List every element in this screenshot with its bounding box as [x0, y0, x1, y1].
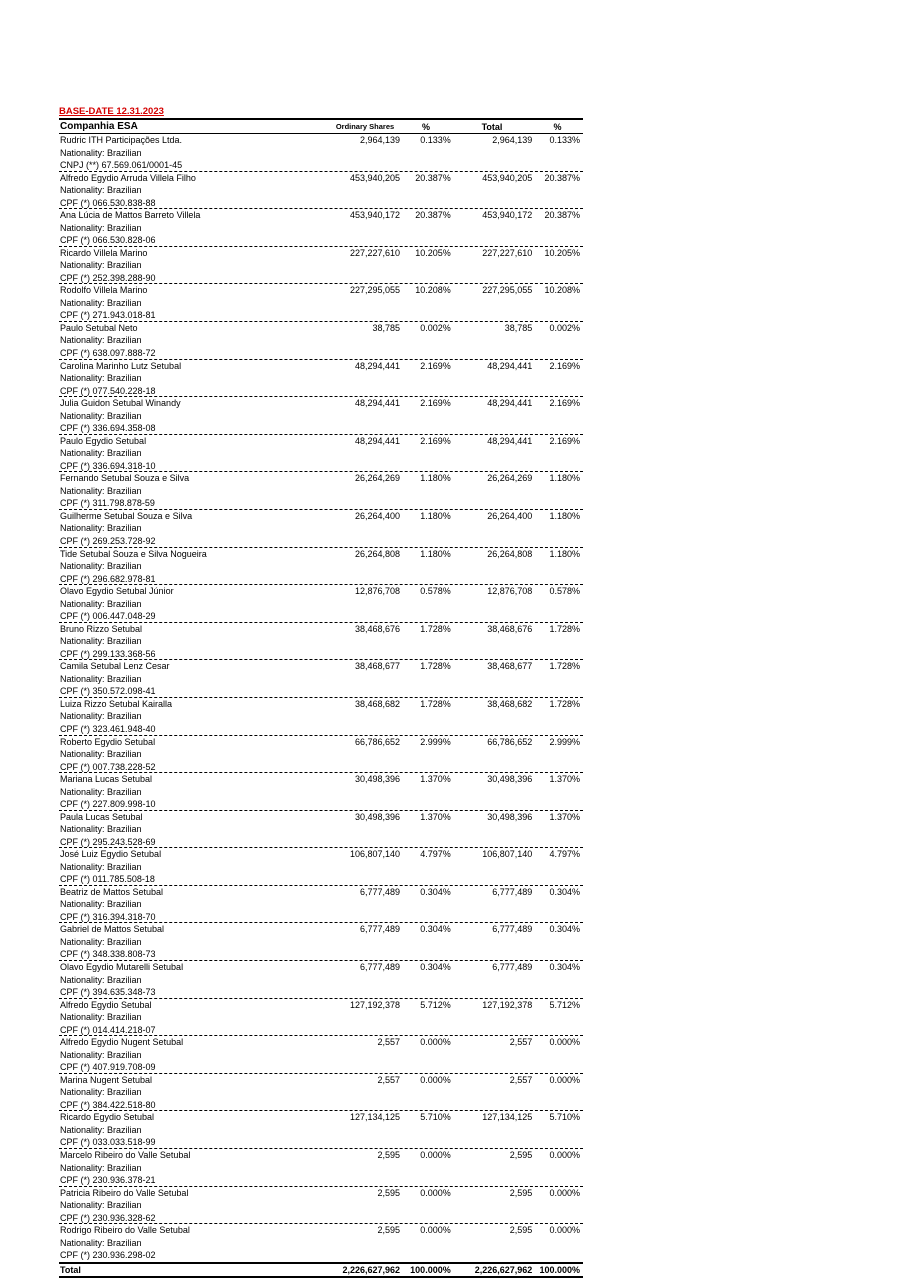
tax-id: CPF (*) 394.635.348-73: [60, 987, 156, 998]
total-percent: 4.797%: [549, 849, 580, 860]
shareholder-name: José Luiz Egydio Setubal: [60, 849, 162, 860]
ordinary-shares: 2,595: [377, 1187, 400, 1198]
total-shares: 2,964,139: [492, 135, 533, 145]
total-shares: 26,264,808: [487, 548, 533, 559]
shareholder-name: Rodrigo Ribeiro do Valle Setubal: [60, 1225, 190, 1236]
shares-percent: 0.000%: [420, 1037, 451, 1048]
tax-id: CPF (*) 007.738.228-52: [60, 761, 156, 772]
shares-percent: 0.000%: [420, 1074, 451, 1085]
total-shares: 453,940,205: [482, 172, 533, 183]
tax-id: CPF (*) 230.936.378-21: [60, 1175, 156, 1186]
total-shares: 6,777,489: [492, 962, 533, 973]
shares-percent: 1.728%: [420, 698, 451, 709]
tax-id: CPF (*) 066.530.838-88: [60, 197, 156, 208]
row-main-line: [59, 961, 583, 974]
row-main-line: [59, 1074, 583, 1087]
nationality: Nationality: Brazilian: [60, 523, 142, 534]
table-row: [59, 1224, 583, 1262]
tax-id: CPF (*) 066.530.828-06: [60, 235, 156, 246]
tax-id: CPF (*) 384.422.518-80: [60, 1099, 156, 1110]
row-main-line: [59, 848, 583, 861]
shareholder-name: Fernando Setubal Souza e Silva: [60, 473, 190, 484]
total-shares: 227,227,610: [482, 247, 533, 258]
shareholder-name: Olavo Egydio Mutarelli Setubal: [60, 962, 184, 973]
shareholder-name: Paulo Setubal Neto: [60, 322, 138, 333]
total-shares: 2,226,627,962: [342, 1264, 400, 1275]
ordinary-shares: 227,295,055: [349, 285, 400, 296]
total-percent: 20.387%: [544, 210, 580, 221]
table-row: [59, 172, 583, 210]
nationality: Nationality: Brazilian: [60, 1049, 142, 1060]
tax-id: CPF (*) 252.398.288-90: [60, 272, 156, 283]
tax-id: CPF (*) 230.936.298-02: [60, 1250, 156, 1261]
table-row: [59, 736, 583, 774]
total-shares: 6,777,489: [492, 886, 533, 897]
shareholder-name: Rudric ITH Participações Ltda.: [60, 135, 183, 145]
total-percent: 0.000%: [549, 1074, 580, 1085]
table-row: [59, 886, 583, 924]
tax-id: CPF (*) 011.785.508-18: [60, 874, 155, 885]
total-percent: 2.999%: [549, 736, 580, 747]
header-total: Total: [481, 122, 503, 132]
nationality: Nationality: Brazilian: [60, 335, 142, 346]
ordinary-shares: 2,595: [377, 1225, 400, 1236]
row-main-line: [59, 623, 583, 636]
total-percent: 2.169%: [549, 360, 580, 371]
shares-percent: 10.205%: [415, 247, 451, 258]
total-percent: 0.000%: [549, 1187, 580, 1198]
total-percent: 0.000%: [549, 1150, 580, 1161]
nationality: Nationality: Brazilian: [60, 1162, 142, 1173]
row-main-line: [59, 660, 583, 673]
row-main-line: [59, 886, 583, 899]
tax-id: CPF (*) 077.540.228-18: [60, 385, 156, 396]
nationality: Nationality: Brazilian: [60, 485, 142, 496]
nationality: Nationality: Brazilian: [60, 824, 142, 835]
shares-percent: 2.169%: [420, 398, 451, 409]
total-shares: 127,134,125: [482, 1112, 533, 1123]
nationality: Nationality: Brazilian: [60, 260, 142, 271]
ordinary-shares: 48,294,441: [354, 360, 400, 371]
total-percent: 1.370%: [549, 811, 580, 822]
total-percent: 10.208%: [544, 285, 580, 296]
tax-id: CPF (*) 407.919.708-09: [60, 1062, 156, 1073]
total-percent: 0.000%: [549, 1037, 580, 1048]
nationality: Nationality: Brazilian: [60, 1200, 142, 1211]
shareholder-name: Marina Nugent Setubal: [60, 1074, 153, 1085]
tax-id: CPF (*) 269.253.728-92: [60, 535, 156, 546]
row-main-line: [59, 510, 583, 523]
ordinary-shares: 2,964,139: [359, 135, 400, 145]
row-main-line: [59, 322, 583, 335]
ordinary-shares: 66,786,652: [354, 736, 400, 747]
table-row: [59, 284, 583, 322]
table-row: [59, 472, 583, 510]
row-main-line: [59, 435, 583, 448]
ordinary-shares: 6,777,489: [359, 962, 400, 973]
row-main-line: [59, 134, 583, 147]
shares-percent: 0.002%: [420, 322, 451, 333]
ordinary-shares: 26,264,808: [354, 548, 400, 559]
total-percent: 1.728%: [549, 661, 580, 672]
shares-percent: 1.370%: [420, 811, 451, 822]
row-main-line: [59, 811, 583, 824]
tax-id: CPF (*) 350.572.098-41: [60, 686, 156, 697]
tax-id: CPF (*) 271.943.018-81: [60, 310, 156, 321]
shareholder-name: Olavo Egydio Setubal Júnior: [60, 586, 174, 597]
nationality: Nationality: Brazilian: [60, 936, 142, 947]
shares-percent: 2.169%: [420, 360, 451, 371]
tax-id: CPF (*) 299.133.368-56: [60, 648, 156, 659]
nationality: Nationality: Brazilian: [60, 899, 142, 910]
tax-id: CPF (*) 295.243.528-69: [60, 836, 156, 847]
tax-id: CPF (*) 033.033.518-99: [60, 1137, 156, 1148]
table-row: [59, 1187, 583, 1225]
shareholder-name: Guilherme Setubal Souza e Silva: [60, 510, 193, 521]
row-main-line: [59, 585, 583, 598]
total-shares: 227,295,055: [482, 285, 533, 296]
nationality: Nationality: Brazilian: [60, 561, 142, 572]
total-shares: 48,294,441: [487, 398, 533, 409]
ordinary-shares: 453,940,172: [349, 210, 400, 221]
total-shares: 66,786,652: [487, 736, 533, 747]
total-shares: 48,294,441: [487, 360, 533, 371]
shares-percent: 10.208%: [415, 285, 451, 296]
ordinary-shares: 6,777,489: [359, 886, 400, 897]
ordinary-shares: 38,468,676: [354, 623, 400, 634]
total-percent: 0.304%: [549, 962, 580, 973]
total-shares: 6,777,489: [492, 924, 533, 935]
nationality: Nationality: Brazilian: [60, 1012, 142, 1023]
nationality: Nationality: Brazilian: [60, 1237, 142, 1248]
header-total-percent: %: [553, 122, 562, 132]
shares-percent: 1.370%: [420, 774, 451, 785]
shareholder-name: Alfredo Egydio Arruda Villela Filho: [60, 172, 196, 183]
shares-percent: 0.304%: [420, 962, 451, 973]
row-main-line: [59, 209, 583, 222]
table-row: [59, 247, 583, 285]
shareholder-name: Alfredo Egydio Setubal: [60, 999, 152, 1010]
total-percent: 1.728%: [549, 698, 580, 709]
ordinary-shares: 12,876,708: [354, 586, 400, 597]
row-main-line: [59, 360, 583, 373]
table-header: [59, 118, 583, 134]
total-percent: 10.205%: [544, 247, 580, 258]
tax-id: CPF (*) 230.936.328-62: [60, 1212, 156, 1223]
total-shares: 127,192,378: [482, 999, 533, 1010]
shareholder-name: Luiza Rizzo Setubal Kairalla: [60, 698, 173, 709]
total-percent: 0.002%: [549, 322, 580, 333]
ordinary-shares: 38,785: [372, 322, 400, 333]
table-row: [59, 773, 583, 811]
row-main-line: [59, 548, 583, 561]
total-shares: 2,557: [509, 1074, 533, 1085]
tax-id: CPF (*) 316.394.318-70: [60, 911, 156, 922]
row-main-line: [59, 284, 583, 297]
row-main-line: [59, 1036, 583, 1049]
total-percent: 5.710%: [549, 1112, 580, 1123]
shareholder-name: Bruno Rizzo Setubal: [60, 623, 143, 634]
ordinary-shares: 38,468,682: [354, 698, 400, 709]
total-shares: 38,468,677: [487, 661, 533, 672]
shareholder-rows: [59, 134, 583, 1262]
shares-percent: 0.304%: [420, 924, 451, 935]
total-shares: 38,785: [504, 322, 533, 333]
table-row: [59, 999, 583, 1037]
shares-percent: 1.728%: [420, 623, 451, 634]
total-percent: 5.712%: [549, 999, 580, 1010]
nationality: Nationality: Brazilian: [60, 410, 142, 421]
nationality: Nationality: Brazilian: [60, 147, 142, 158]
shareholder-name: Paula Lucas Setubal: [60, 811, 143, 822]
nationality: Nationality: Brazilian: [60, 673, 142, 684]
base-date: BASE-DATE 12.31.2023: [59, 106, 164, 117]
shareholder-name: Ana Lúcia de Mattos Barreto Villela: [60, 210, 201, 221]
shareholder-name: Ricardo Villela Marino: [60, 247, 148, 258]
total-percent: 2.169%: [549, 435, 580, 446]
total-shares: 26,264,269: [487, 473, 533, 484]
table-row: [59, 585, 583, 623]
table-row: [59, 510, 583, 548]
total-percent: 0.133%: [549, 135, 580, 145]
row-main-line: [59, 736, 583, 749]
ordinary-shares: 26,264,269: [354, 473, 400, 484]
tax-id: CPF (*) 227.809.998-10: [60, 799, 156, 810]
ordinary-shares: 227,227,610: [349, 247, 400, 258]
table-row: [59, 360, 583, 398]
total-shares: 2,595: [509, 1187, 533, 1198]
nationality: Nationality: Brazilian: [60, 297, 142, 308]
ordinary-shares: 48,294,441: [354, 435, 400, 446]
shareholder-table: [59, 106, 583, 1278]
total-shares: 30,498,396: [487, 811, 533, 822]
nationality: Nationality: Brazilian: [60, 974, 142, 985]
row-main-line: [59, 397, 583, 410]
tax-id: CPF (*) 296.682.978-81: [60, 573, 156, 584]
ordinary-shares: 127,192,378: [349, 999, 400, 1010]
nationality: Nationality: Brazilian: [60, 448, 142, 459]
shareholder-name: Rodolfo Villela Marino: [60, 285, 148, 296]
row-main-line: [59, 923, 583, 936]
tax-id: CPF (*) 311.798.878-59: [60, 498, 155, 509]
shares-percent: 1.728%: [420, 661, 451, 672]
shares-percent: 0.133%: [420, 135, 451, 145]
row-main-line: [59, 472, 583, 485]
total-shares: 2,557: [509, 1037, 533, 1048]
total-shares: 38,468,682: [487, 698, 533, 709]
table-row: [59, 1149, 583, 1187]
tax-id: CPF (*) 348.338.808-73: [60, 949, 156, 960]
total-total-percent: 100.000%: [539, 1264, 580, 1275]
shares-percent: 0.000%: [420, 1225, 451, 1236]
shareholder-name: Patricia Ribeiro do Valle Setubal: [60, 1187, 189, 1198]
tax-id: CPF (*) 336.694.358-08: [60, 423, 156, 434]
row-main-line: [59, 1111, 583, 1124]
shareholder-name: Gabriel de Mattos Setubal: [60, 924, 165, 935]
total-percent: 1.180%: [549, 548, 580, 559]
total-shares: 38,468,676: [487, 623, 533, 634]
header-percent: %: [421, 122, 430, 132]
shareholder-name: Camila Setubal Lenz Cesar: [60, 661, 170, 672]
ordinary-shares: 2,595: [377, 1150, 400, 1161]
shares-percent: 1.180%: [420, 473, 451, 484]
table-row: [59, 811, 583, 849]
row-main-line: [59, 1187, 583, 1200]
table-row: [59, 134, 583, 172]
total-total: 2,226,627,962: [474, 1264, 533, 1275]
nationality: Nationality: Brazilian: [60, 598, 142, 609]
ordinary-shares: 38,468,677: [354, 661, 400, 672]
shareholder-name: Mariana Lucas Setubal: [60, 774, 153, 785]
shareholder-name: Paulo Egydio Setubal: [60, 435, 147, 446]
shareholder-name: Julia Guidon Setubal Winandy: [60, 398, 181, 409]
shares-percent: 5.710%: [420, 1112, 451, 1123]
shares-percent: 0.304%: [420, 886, 451, 897]
table-row: [59, 1111, 583, 1149]
ordinary-shares: 453,940,205: [349, 172, 400, 183]
total-label: Total: [60, 1264, 81, 1275]
ordinary-shares: 30,498,396: [354, 811, 400, 822]
total-percent: 0.000%: [549, 1225, 580, 1236]
shares-percent: 20.387%: [415, 172, 451, 183]
shares-percent: 0.000%: [420, 1150, 451, 1161]
nationality: Nationality: Brazilian: [60, 185, 142, 196]
tax-id: CPF (*) 006.447.048-29: [60, 611, 156, 622]
shareholder-name: Carolina Marinho Lutz Setubal: [60, 360, 182, 371]
shares-percent: 20.387%: [415, 210, 451, 221]
shares-percent: 1.180%: [420, 510, 451, 521]
total-shares: 2,595: [509, 1150, 533, 1161]
table-row: [59, 397, 583, 435]
nationality: Nationality: Brazilian: [60, 786, 142, 797]
row-main-line: [59, 247, 583, 260]
shareholder-name: Marcelo Ribeiro do Valle Setubal: [60, 1150, 191, 1161]
nationality: Nationality: Brazilian: [60, 373, 142, 384]
shares-percent: 5.712%: [420, 999, 451, 1010]
row-main-line: [59, 172, 583, 185]
tax-id: CPF (*) 014.414.218-07: [60, 1024, 156, 1035]
total-percent: 100.000%: [410, 1264, 451, 1275]
tax-id: CPF (*) 336.694.318-10: [60, 460, 156, 471]
table-row: [59, 1036, 583, 1074]
header-ordinary-shares: Ordinary Shares: [335, 122, 395, 131]
ordinary-shares: 2,557: [377, 1037, 400, 1048]
shares-percent: 1.180%: [420, 548, 451, 559]
ordinary-shares: 2,557: [377, 1074, 400, 1085]
table-row: [59, 1074, 583, 1112]
total-percent: 0.304%: [549, 886, 580, 897]
ordinary-shares: 48,294,441: [354, 398, 400, 409]
table-row: [59, 660, 583, 698]
total-percent: 1.370%: [549, 774, 580, 785]
nationality: Nationality: Brazilian: [60, 861, 142, 872]
shareholder-name: Roberto Egydio Setubal: [60, 736, 156, 747]
shares-percent: 0.000%: [420, 1187, 451, 1198]
table-row: [59, 548, 583, 586]
total-shares: 106,807,140: [482, 849, 533, 860]
tax-id: CNPJ (**) 67.569.061/0001-45: [60, 160, 183, 170]
ordinary-shares: 6,777,489: [359, 924, 400, 935]
table-row: [59, 435, 583, 473]
shares-percent: 0.578%: [420, 586, 451, 597]
shareholder-name: Ricardo Egydio Setubal: [60, 1112, 155, 1123]
tax-id: CPF (*) 638.097.888-72: [60, 347, 156, 358]
row-main-line: [59, 773, 583, 786]
total-shares: 453,940,172: [482, 210, 533, 221]
ordinary-shares: 127,134,125: [349, 1112, 400, 1123]
total-row: [59, 1262, 583, 1278]
table-row: [59, 923, 583, 961]
shareholder-name: Tide Setubal Souza e Silva Nogueira: [60, 548, 207, 559]
total-shares: 26,264,400: [487, 510, 533, 521]
row-main-line: [59, 999, 583, 1012]
tax-id: CPF (*) 323.461.948-40: [60, 723, 156, 734]
header-company: Companhia ESA: [60, 121, 138, 132]
table-row: [59, 848, 583, 886]
nationality: Nationality: Brazilian: [60, 636, 142, 647]
table-row: [59, 623, 583, 661]
shares-percent: 2.999%: [420, 736, 451, 747]
total-percent: 1.180%: [549, 510, 580, 521]
shares-percent: 4.797%: [420, 849, 451, 860]
total-percent: 20.387%: [544, 172, 580, 183]
ordinary-shares: 30,498,396: [354, 774, 400, 785]
ordinary-shares: 26,264,400: [354, 510, 400, 521]
shares-percent: 2.169%: [420, 435, 451, 446]
row-main-line: [59, 698, 583, 711]
total-percent: 1.180%: [549, 473, 580, 484]
table-row: [59, 961, 583, 999]
total-percent: 0.578%: [549, 586, 580, 597]
total-percent: 2.169%: [549, 398, 580, 409]
nationality: Nationality: Brazilian: [60, 749, 142, 759]
nationality: Nationality: Brazilian: [60, 1087, 142, 1098]
shareholder-name: Beatriz de Mattos Setubal: [60, 886, 164, 897]
total-shares: 30,498,396: [487, 774, 533, 785]
table-row: [59, 698, 583, 736]
total-percent: 1.728%: [549, 623, 580, 634]
total-shares: 48,294,441: [487, 435, 533, 446]
total-shares: 12,876,708: [487, 586, 533, 597]
nationality: Nationality: Brazilian: [60, 1124, 142, 1135]
nationality: Nationality: Brazilian: [60, 222, 142, 233]
row-main-line: [59, 1149, 583, 1162]
shareholder-name: Alfredo Egydio Nugent Setubal: [60, 1037, 184, 1048]
nationality: Nationality: Brazilian: [60, 711, 142, 722]
total-shares: 2,595: [509, 1225, 533, 1236]
total-percent: 0.304%: [549, 924, 580, 935]
table-row: [59, 209, 583, 247]
row-main-line: [59, 1224, 583, 1237]
ordinary-shares: 106,807,140: [349, 849, 400, 860]
table-row: [59, 322, 583, 360]
